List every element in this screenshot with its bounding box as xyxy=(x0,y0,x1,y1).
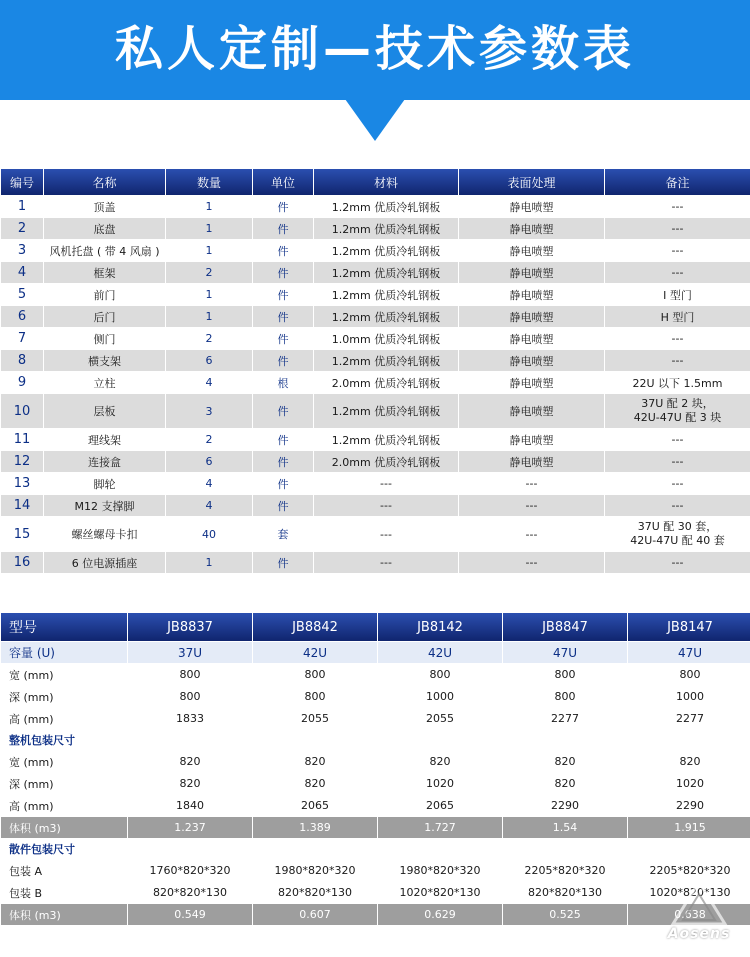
cell-material: 1.2mm 优质冷轧钢板 xyxy=(314,240,458,261)
table-row xyxy=(1,372,750,393)
cell-number: 8 xyxy=(1,350,43,371)
cell-name: 6 位电源插座 xyxy=(44,552,165,573)
cell-surface: 静电喷塑 xyxy=(459,262,604,283)
pack-section-row xyxy=(1,730,750,750)
value-cell: 1.54 xyxy=(503,817,627,838)
cell-remark: --- xyxy=(605,218,750,239)
cell-number: 10 xyxy=(1,394,43,428)
dimension-row xyxy=(1,664,750,685)
row-label: 高 (mm) xyxy=(1,795,127,816)
value-cell: 820 xyxy=(503,751,627,772)
value-cell: 820*820*130 xyxy=(128,882,252,903)
value-cell: 800 xyxy=(128,686,252,707)
cell-surface: --- xyxy=(459,495,604,516)
cell-material: 1.2mm 优质冷轧钢板 xyxy=(314,429,458,450)
logo-mark-icon xyxy=(669,880,729,926)
pack-dimension-row xyxy=(1,773,750,794)
cell-remark: --- xyxy=(605,473,750,494)
value-cell: 2065 xyxy=(378,795,502,816)
cell-remark: --- xyxy=(605,552,750,573)
cell-number: 11 xyxy=(1,429,43,450)
value-cell: 0.607 xyxy=(253,904,377,925)
parts-spec-table xyxy=(0,168,750,574)
value-cell: 1020 xyxy=(628,773,750,794)
value-cell: 1.727 xyxy=(378,817,502,838)
cell-material: 1.2mm 优质冷轧钢板 xyxy=(314,284,458,305)
table-row xyxy=(1,196,750,217)
capacity-row xyxy=(1,642,750,663)
cell-surface: --- xyxy=(459,517,604,551)
cell-quantity: 1 xyxy=(166,306,252,327)
cell-unit: 根 xyxy=(253,372,313,393)
cell-unit: 件 xyxy=(253,218,313,239)
col-header-quantity: 数量 xyxy=(166,169,252,195)
cell-quantity: 1 xyxy=(166,284,252,305)
cell-material: --- xyxy=(314,495,458,516)
row-label: 体积 (m3) xyxy=(1,817,127,838)
table-row xyxy=(1,552,750,573)
cell-number: 5 xyxy=(1,284,43,305)
model-header-row xyxy=(1,613,750,641)
cell-remark: --- xyxy=(605,451,750,472)
cell-unit: 件 xyxy=(253,429,313,450)
cell-remark: --- xyxy=(605,240,750,261)
cell-name: 底盘 xyxy=(44,218,165,239)
value-cell: 1760*820*320 xyxy=(128,860,252,881)
cell-quantity: 3 xyxy=(166,394,252,428)
cell-quantity: 1 xyxy=(166,552,252,573)
value-cell: 1020*820*130 xyxy=(628,882,750,903)
cell-material: 2.0mm 优质冷轧钢板 xyxy=(314,372,458,393)
cell-name: 风机托盘 ( 带 4 风扇 ) xyxy=(44,240,165,261)
value-cell: 2055 xyxy=(253,708,377,729)
cell-number: 9 xyxy=(1,372,43,393)
section-title: 散件包装尺寸 xyxy=(1,839,750,859)
cell-surface: 静电喷塑 xyxy=(459,350,604,371)
cell-surface: 静电喷塑 xyxy=(459,328,604,349)
row-label: 宽 (mm) xyxy=(1,664,127,685)
cell-name: 后门 xyxy=(44,306,165,327)
loose-volume-row xyxy=(1,904,750,925)
value-cell: 820 xyxy=(503,773,627,794)
cell-name: 层板 xyxy=(44,394,165,428)
value-cell: 42U xyxy=(378,642,502,663)
cell-material: 1.2mm 优质冷轧钢板 xyxy=(314,350,458,371)
cell-remark: --- xyxy=(605,328,750,349)
value-cell: 47U xyxy=(628,642,750,663)
cell-remark: --- xyxy=(605,495,750,516)
cell-surface: 静电喷塑 xyxy=(459,196,604,217)
loose-pack-row xyxy=(1,860,750,881)
table-row xyxy=(1,495,750,516)
pack-volume-row xyxy=(1,817,750,838)
value-cell: 1020 xyxy=(378,773,502,794)
cell-material: 1.2mm 优质冷轧钢板 xyxy=(314,262,458,283)
value-cell: 820 xyxy=(378,751,502,772)
value-cell: 820 xyxy=(253,773,377,794)
cell-quantity: 6 xyxy=(166,451,252,472)
title-banner xyxy=(0,0,750,100)
value-cell: 0.638 xyxy=(628,904,750,925)
cell-material: 1.2mm 优质冷轧钢板 xyxy=(314,394,458,428)
cell-quantity: 2 xyxy=(166,429,252,450)
model-header-label: 型号 xyxy=(1,613,127,641)
cell-name: 顶盖 xyxy=(44,196,165,217)
cell-quantity: 4 xyxy=(166,495,252,516)
cell-unit: 件 xyxy=(253,306,313,327)
cell-number: 4 xyxy=(1,262,43,283)
value-cell: 800 xyxy=(378,664,502,685)
cell-material: --- xyxy=(314,517,458,551)
cell-surface: --- xyxy=(459,473,604,494)
row-label: 容量 (U) xyxy=(1,642,127,663)
value-cell: 2290 xyxy=(628,795,750,816)
cell-surface: 静电喷塑 xyxy=(459,240,604,261)
cell-number: 14 xyxy=(1,495,43,516)
cell-quantity: 2 xyxy=(166,262,252,283)
cell-remark: --- xyxy=(605,429,750,450)
value-cell: 1.389 xyxy=(253,817,377,838)
value-cell: 1.915 xyxy=(628,817,750,838)
cell-remark: H 型门 xyxy=(605,306,750,327)
page-title: 私人定制—技术参数表 xyxy=(114,21,635,77)
col-header-unit: 单位 xyxy=(253,169,313,195)
col-header-number: 编号 xyxy=(1,169,43,195)
value-cell: 800 xyxy=(503,664,627,685)
row-label: 宽 (mm) xyxy=(1,751,127,772)
cell-name: 立柱 xyxy=(44,372,165,393)
model-name: JB8837 xyxy=(128,613,252,641)
col-header-remark: 备注 xyxy=(605,169,750,195)
cell-number: 15 xyxy=(1,517,43,551)
value-cell: 1833 xyxy=(128,708,252,729)
col-header-material: 材料 xyxy=(314,169,458,195)
table-row xyxy=(1,284,750,305)
value-cell: 800 xyxy=(253,664,377,685)
table-row xyxy=(1,451,750,472)
loose-pack-row xyxy=(1,882,750,903)
cell-material: 2.0mm 优质冷轧钢板 xyxy=(314,451,458,472)
cell-material: --- xyxy=(314,473,458,494)
value-cell: 1020*820*130 xyxy=(378,882,502,903)
cell-quantity: 4 xyxy=(166,372,252,393)
value-cell: 47U xyxy=(503,642,627,663)
cell-surface: 静电喷塑 xyxy=(459,218,604,239)
table-row xyxy=(1,473,750,494)
model-name: JB8842 xyxy=(253,613,377,641)
cell-remark: 37U 配 30 套， 42U-47U 配 40 套 xyxy=(605,517,750,551)
cell-quantity: 1 xyxy=(166,196,252,217)
cell-name: 螺丝螺母卡扣 xyxy=(44,517,165,551)
value-cell: 2205*820*320 xyxy=(628,860,750,881)
dimension-row xyxy=(1,708,750,729)
cell-material: 1.2mm 优质冷轧钢板 xyxy=(314,196,458,217)
cell-quantity: 40 xyxy=(166,517,252,551)
value-cell: 800 xyxy=(503,686,627,707)
value-cell: 0.525 xyxy=(503,904,627,925)
row-label: 包装 A xyxy=(1,860,127,881)
cell-unit: 件 xyxy=(253,284,313,305)
cell-surface: 静电喷塑 xyxy=(459,451,604,472)
model-name: JB8142 xyxy=(378,613,502,641)
cell-material: 1.2mm 优质冷轧钢板 xyxy=(314,218,458,239)
value-cell: 0.629 xyxy=(378,904,502,925)
cell-number: 1 xyxy=(1,196,43,217)
value-cell: 800 xyxy=(128,664,252,685)
table-row xyxy=(1,240,750,261)
value-cell: 2277 xyxy=(628,708,750,729)
cell-name: 理线架 xyxy=(44,429,165,450)
parts-header-row xyxy=(1,169,750,195)
cell-name: 框架 xyxy=(44,262,165,283)
value-cell: 1000 xyxy=(628,686,750,707)
cell-surface: 静电喷塑 xyxy=(459,372,604,393)
value-cell: 2055 xyxy=(378,708,502,729)
dimension-row xyxy=(1,686,750,707)
cell-unit: 件 xyxy=(253,240,313,261)
cell-unit: 件 xyxy=(253,350,313,371)
value-cell: 820*820*130 xyxy=(503,882,627,903)
value-cell: 1980*820*320 xyxy=(378,860,502,881)
cell-quantity: 2 xyxy=(166,328,252,349)
cell-remark: I 型门 xyxy=(605,284,750,305)
value-cell: 2065 xyxy=(253,795,377,816)
table-row xyxy=(1,350,750,371)
cell-remark: 22U 以下 1.5mm xyxy=(605,372,750,393)
table-row xyxy=(1,262,750,283)
cell-material: --- xyxy=(314,552,458,573)
cell-name: 连接盒 xyxy=(44,451,165,472)
cell-material: 1.0mm 优质冷轧钢板 xyxy=(314,328,458,349)
cell-quantity: 1 xyxy=(166,240,252,261)
row-label: 深 (mm) xyxy=(1,773,127,794)
col-header-surface: 表面处理 xyxy=(459,169,604,195)
cell-quantity: 1 xyxy=(166,218,252,239)
cell-surface: 静电喷塑 xyxy=(459,394,604,428)
table-row xyxy=(1,394,750,428)
cell-surface: --- xyxy=(459,552,604,573)
value-cell: 1840 xyxy=(128,795,252,816)
col-header-name: 名称 xyxy=(44,169,165,195)
cell-quantity: 6 xyxy=(166,350,252,371)
cell-number: 2 xyxy=(1,218,43,239)
cell-unit: 件 xyxy=(253,196,313,217)
cell-name: M12 支撑脚 xyxy=(44,495,165,516)
section-title: 整机包装尺寸 xyxy=(1,730,750,750)
cell-unit: 件 xyxy=(253,552,313,573)
value-cell: 820 xyxy=(128,751,252,772)
cell-surface: 静电喷塑 xyxy=(459,429,604,450)
row-label: 包装 B xyxy=(1,882,127,903)
table-row xyxy=(1,328,750,349)
value-cell: 2290 xyxy=(503,795,627,816)
cell-unit: 套 xyxy=(253,517,313,551)
cell-name: 脚轮 xyxy=(44,473,165,494)
cell-unit: 件 xyxy=(253,495,313,516)
value-cell: 2205*820*320 xyxy=(503,860,627,881)
loose-section-row xyxy=(1,839,750,859)
table-row xyxy=(1,517,750,551)
cell-surface: 静电喷塑 xyxy=(459,284,604,305)
cell-number: 3 xyxy=(1,240,43,261)
cell-number: 13 xyxy=(1,473,43,494)
row-label: 深 (mm) xyxy=(1,686,127,707)
value-cell: 820*820*130 xyxy=(253,882,377,903)
row-label: 体积 (m3) xyxy=(1,904,127,925)
cell-number: 6 xyxy=(1,306,43,327)
cell-number: 16 xyxy=(1,552,43,573)
cell-remark: --- xyxy=(605,196,750,217)
cell-name: 横支架 xyxy=(44,350,165,371)
value-cell: 820 xyxy=(128,773,252,794)
cell-surface: 静电喷塑 xyxy=(459,306,604,327)
cell-name: 前门 xyxy=(44,284,165,305)
table-row xyxy=(1,218,750,239)
value-cell: 37U xyxy=(128,642,252,663)
cell-number: 12 xyxy=(1,451,43,472)
cell-unit: 件 xyxy=(253,262,313,283)
model-name: JB8147 xyxy=(628,613,750,641)
value-cell: 1000 xyxy=(378,686,502,707)
cell-material: 1.2mm 优质冷轧钢板 xyxy=(314,306,458,327)
value-cell: 0.549 xyxy=(128,904,252,925)
value-cell: 820 xyxy=(628,751,750,772)
cell-unit: 件 xyxy=(253,328,313,349)
model-spec-table xyxy=(0,612,750,926)
value-cell: 1980*820*320 xyxy=(253,860,377,881)
cell-unit: 件 xyxy=(253,473,313,494)
banner-pointer xyxy=(345,99,405,141)
table-row xyxy=(1,429,750,450)
value-cell: 1.237 xyxy=(128,817,252,838)
cell-name: 侧门 xyxy=(44,328,165,349)
pack-dimension-row xyxy=(1,795,750,816)
cell-remark: --- xyxy=(605,350,750,371)
cell-unit: 件 xyxy=(253,394,313,428)
cell-remark: 37U 配 2 块， 42U-47U 配 3 块 xyxy=(605,394,750,428)
cell-remark: --- xyxy=(605,262,750,283)
row-label: 高 (mm) xyxy=(1,708,127,729)
value-cell: 800 xyxy=(253,686,377,707)
cell-number: 7 xyxy=(1,328,43,349)
value-cell: 820 xyxy=(253,751,377,772)
model-name: JB8847 xyxy=(503,613,627,641)
value-cell: 800 xyxy=(628,664,750,685)
table-row xyxy=(1,306,750,327)
pack-dimension-row xyxy=(1,751,750,772)
watermark-text: Aosens xyxy=(667,926,731,942)
aosens-watermark xyxy=(655,880,743,950)
cell-quantity: 4 xyxy=(166,473,252,494)
value-cell: 2277 xyxy=(503,708,627,729)
cell-unit: 件 xyxy=(253,451,313,472)
value-cell: 42U xyxy=(253,642,377,663)
